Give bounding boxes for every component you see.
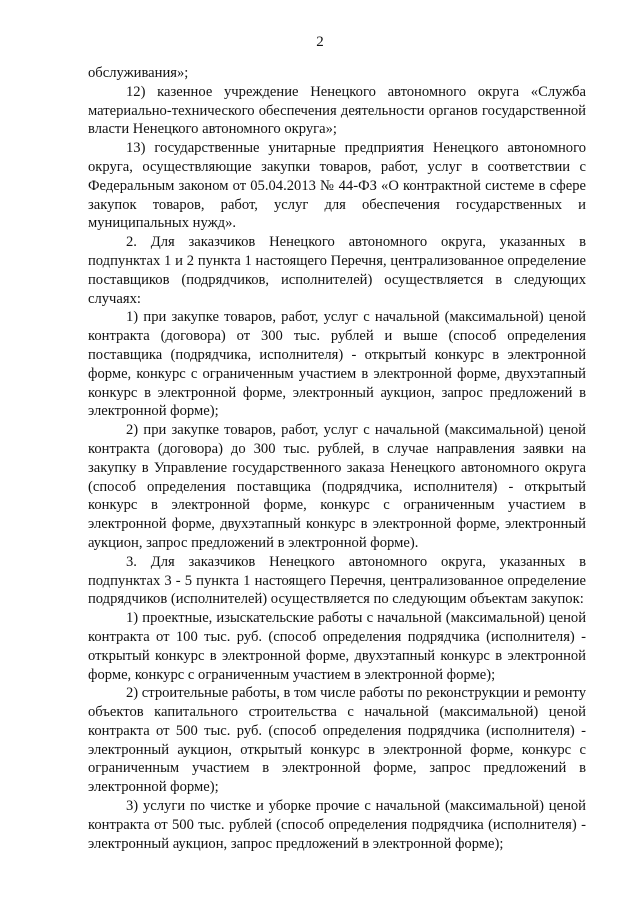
- paragraph-section-2: 2. Для заказчиков Ненецкого автономного округа, указанных в подпунктах 1 и 2 пункта 1 настоящего Перечня, централизованное определение поставщиков (подрядчиков, исполнителей) осуществляется в следующих случаях:: [88, 234, 586, 307]
- paragraph-section-3-item-3: 3) услуги по чистке и уборке прочие с начальной (максимальной) ценой контракта от 500 тыс. рублей (способ определения подрядчика (исполнителя) - электронный аукцион, запрос предложений в электронной форме);: [88, 798, 586, 852]
- document-body: [88, 64, 586, 853]
- paragraph-item-13: 13) государственные унитарные предприятия Ненецкого автономного округа, осуществляющие закупки товаров, работ, услуг в соответствии с Федеральным законом от 05.04.2013 № 44-ФЗ «О контрактной системе в сфере закупок товаров, работ, услуг для обеспечения государственных и муниципальных нужд».: [88, 140, 586, 232]
- paragraph-section-3-item-1: 1) проектные, изыскательские работы с начальной (максимальной) ценой контракта от 100 тыс. руб. (способ определения подрядчика (исполнителя) - открытый конкурс в электронной форме, двухэтапный конкурс в электронной форме, конкурс с ограниченным участием в электронной форме);: [88, 610, 586, 683]
- paragraph-section-3-item-2: 2) строительные работы, в том числе работы по реконструкции и ремонту объектов капитального строительства с начальной (максимальной) ценой контракта от 500 тыс. руб. (способ определения подрядчика (исполнителя) - электронный аукцион, открытый конкурс в электронной форме, конкурс с ограниченным участием в электронной форме, запрос предложений в электронной форме);: [88, 685, 587, 796]
- paragraph-continuation: обслуживания»;: [88, 65, 189, 81]
- page-number: 2: [316, 34, 324, 50]
- paragraph-item-12: 12) казенное учреждение Ненецкого автономного округа «Служба материально-технического обеспечения деятельности органов государственной власти Ненецкого автономного округа»;: [88, 83, 586, 138]
- paragraph-section-3: 3. Для заказчиков Ненецкого автономного округа, указанных в подпунктах 3 - 5 пункта 1 настоящего Перечня, централизованное определение подрядчиков (исполнителей) осуществляется по следующим объектам закупок:: [88, 553, 586, 608]
- paragraph-section-2-item-1: 1) при закупке товаров, работ, услуг с начальной (максимальной) ценой контракта (договора) от 300 тыс. рублей и выше (способ определения поставщика (подрядчика, исполнителя) - открытый конкурс в электронной форме, конкурс с ограниченным участием в электронной форме, двухэтапный конкурс в электронной форме, электронный аукцион, запрос предложений в электронной форме);: [88, 309, 586, 420]
- paragraph-section-2-item-2: 2) при закупке товаров, работ, услуг с начальной (максимальной) ценой контракта (договора) до 300 тыс. рублей, в случае направления заявки на закупку в Управление государственного заказа Ненецкого автономного округа (способ определения поставщика (подрядчика, исполнителя) - открытый конкурс в электронной форме, конкурс с ограниченным участием в электронной форме, двухэтапный конкурс в электронной форме, электронный аукцион, запрос предложений в электронной форме).: [88, 422, 586, 551]
